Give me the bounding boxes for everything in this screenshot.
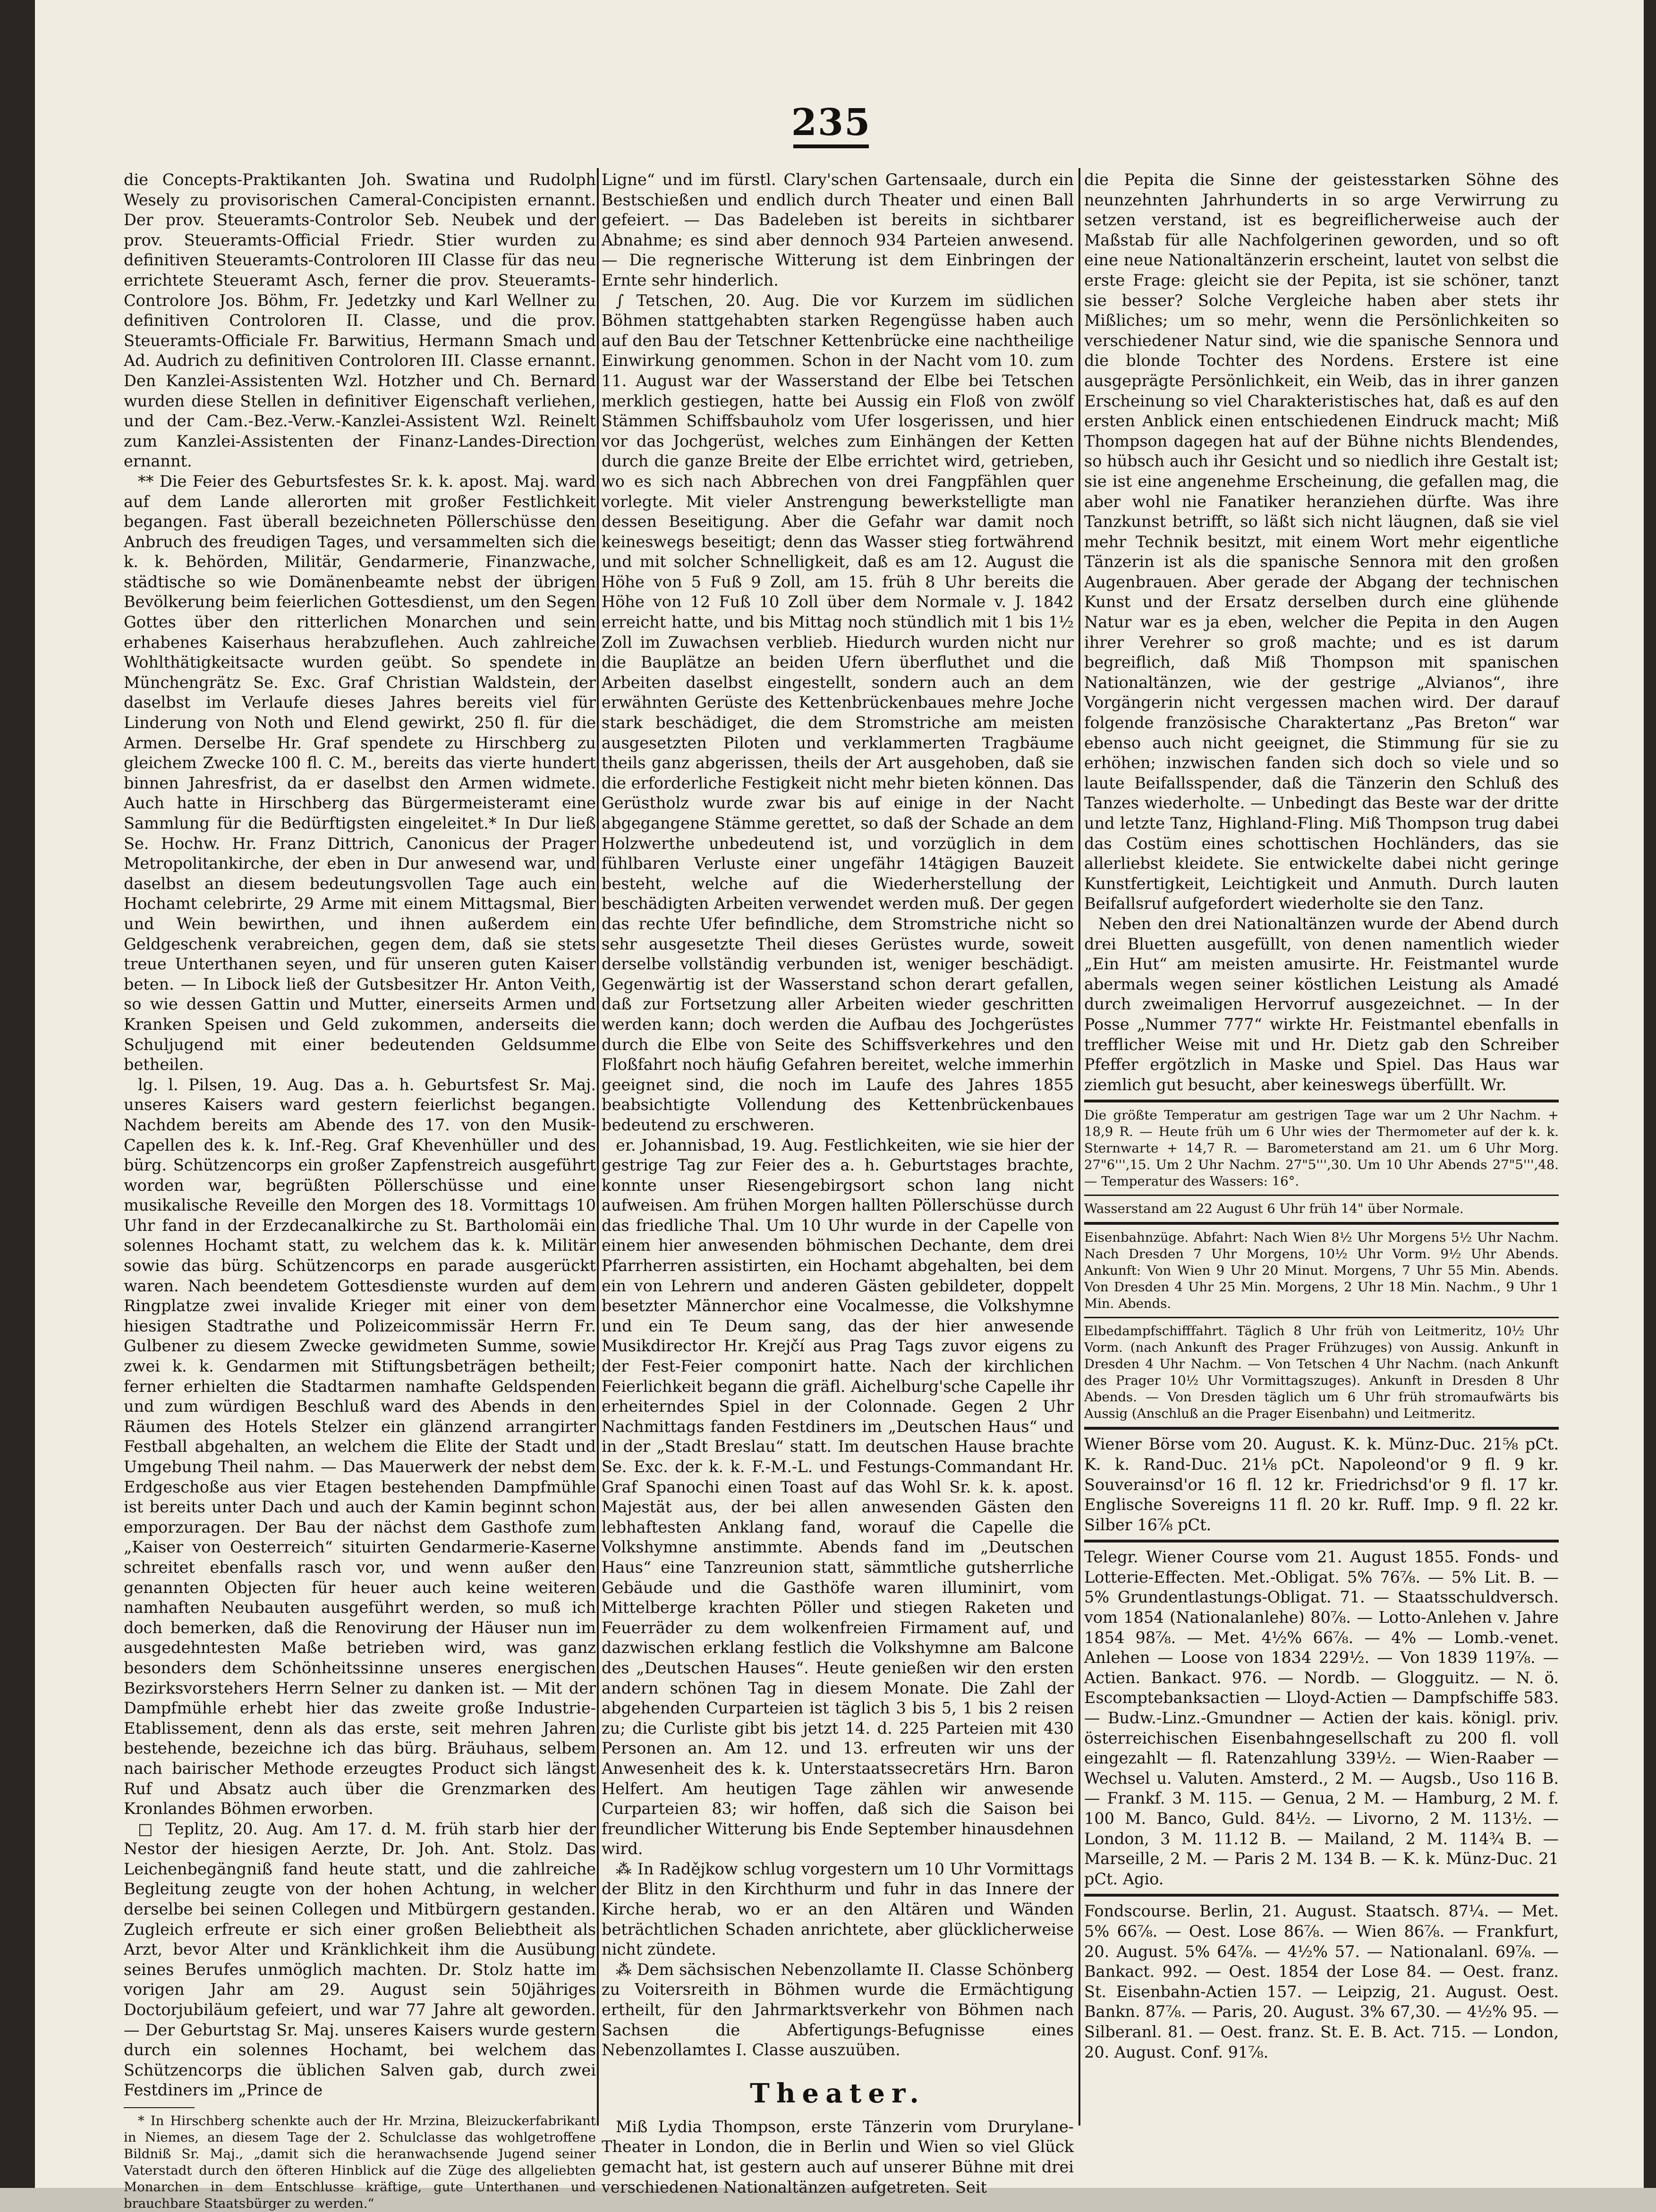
water-level: Wasserstand am 22 August 6 Uhr früh 14" über Normale. (1084, 1201, 1464, 1217)
article-paragraph: die Concepts-Praktikanten Joh. Swatina und Rudolph Wesely zu provisorischen Cameral-Concipisten ernannt. Der prov. Steueramts-Controlor Seb. Neubek und der prov. Steueramts-Official Friedr. Stier wurden zu definitiven Steueramts-Controloren III Classe für das neu errichtete Steueramt Asch, ferner die prov. Steueramts-Controlore Jos. Böhm, Fr. Jedetzky und Karl Wellner zu definitiven Controloren II. Classe, und die prov. Steueramts-Officiale Fr. Barwitius, Hermann Smach und Ad. Audrich zu definitiven Controloren III. Classe ernannt. Den Kanzlei-Assistenten Wzl. Hotzher und Ch. Bernard wurden diese Stellen in definitiver Eigenschaft verliehen, und der Cam.-Bez.-Verw.-Kanzlei-Assistent Wzl. Reinelt zum Kanzlei-Assistenten der Finanz-Landes-Direction ernannt. (124, 170, 596, 471)
section-rule (1084, 1100, 1559, 1102)
article-paragraph: ⁂ In Radějkow schlug vorgestern um 10 Uhr Vormittags der Blitz in den Kirchthurm und fuhr in das Innere der Kirche herab, wo er an den Altären und Wänden beträchtlichen Schaden anrichtete, aber glücklicherweise nicht zündete. (602, 1859, 1074, 1959)
column-divider (597, 168, 599, 2126)
article-paragraph: die Pepita die Sinne der geistesstarken Söhne des neunzehnten Jahrhunderts in so arge Verwirrung zu setzen verstand, ist es begreiflicherweise auch der Maßstab für alle Nachfolgerinen geworden, und so oft eine neue Nationaltänzerin erscheint, lautet von selbst die erste Frage: gleicht sie der Pepita, ist sie schöner, tanzt sie besser? Solche Vergleiche haben aber stets ihr Mißliches; um so mehr, wenn die Persönlichkeiten so verschiedener Natur sind, wie die spanische Sennora und die blonde Tochter des Nordens. Erstere ist eine ausgeprägte Persönlichkeit, ein Weib, das in ihrer ganzen Erscheinung so viel Charakteristisches hat, daß es auf den ersten Anblick einen entschiedenen Eindruck macht; Miß Thompson dagegen hat auf der Bühne nichts Blendendes, so hübsch auch ihr Gesicht und so niedlich ihre Gestalt ist; sie ist eine angenehme Erscheinung, die gefallen mag, die aber wohl nie Fanatiker heranziehen dürfte. Was ihre Tanzkunst betrifft, so läßt sich nicht läugnen, daß sie viel mehr Technik besitzt, mit einem Wort mehr eigentliche Tänzerin ist als die spanische Sennora mit den großen Augenbrauen. Aber gerade der Abgang der technischen Kunst und der Ersatz derselben durch eine glühende Natur war es ja eben, welcher die Pepita in den Augen ihrer Verehrer so groß machte; und es ist darum begreiflich, daß Miß Thompson mit spanischen Nationaltänzen, wie der gestrige „Alvianos“, ihre Vorgängerin nicht vergessen machen wird. Der darauf folgende französische Charaktertanz „Pas Breton“ war ebenso auch nicht geeignet, die Stimmung für sie zu erhöhen; inzwischen fanden sich doch so viele und so laute Beifallsspender, daß die Tänzerin den Schluß des Tanzes wiederholte. — Unbedingt das Beste war der dritte und letzte Tanz, Highland-Fling. Miß Thompson trug dabei das Costüm eines schottischen Hochländers, das sie allerliebst kleidete. Sie entwickelte dabei nicht geringe Kunstfertigkeit, Leichtigkeit und Anmuth. Durch lauten Beifallsruf aufgefordert wiederholte sie den Tanz. (1084, 170, 1559, 913)
binding-edge-left (0, 0, 35, 2188)
article-paragraph: lg. l. Pilsen, 19. Aug. Das a. h. Geburtsfest Sr. Maj. unseres Kaisers ward gestern feierlichst begangen. Nachdem bereits am Abende des 17. von den Musik-Capellen des k. k. Inf.-Reg. Graf Khevenhüller und des bürg. Schützencorps ein großer Zapfenstreich ausgeführt worden war, begrüßten Pöllerschüsse und eine musikalische Reveille den Morgen des 18. Vormittags 10 Uhr fand in der Erzdecanalkirche zu St. Bartholomäi ein solennes Hochamt statt, zu welchem das k. k. Militär sowie das bürg. Schützencorps en parade ausgerückt waren. Nach beendetem Gottesdienste wurden auf dem Ringplatze zwei invalide Krieger mit einer von dem hiesigen Stadtrathe und Polizeicommissär Herrn Fr. Gulbener zu diesem Zwecke gewidmeten Summe, sowie zwei k. k. Gendarmen mit Stiftungsbeträgen betheilt; ferner erhielten die Stadtarmen namhafte Geldspenden und zum würdigen Beschluß ward des Abends in den Räumen des Hotels Stelzer ein glänzend arrangirter Festball abgehalten, an welchem die Elite der Stadt und Umgebung Theil nahm. — Das Mauerwerk der nebst dem Erdgeschoße aus vier Etagen bestehenden Dampfmühle ist bereits unter Dach und auch der Kamin beginnt schon emporzuragen. Der Bau der nächst dem Gasthofe zum „Kaiser von Oesterreich“ situirten Gendarmerie-Kaserne schreitet ebenfalls rasch vor, und wenn außer den genannten Objecten für heuer auch keine weiteren namhaften Neubauten ausgeführt werden, so muß ich doch bemerken, daß die Renovirung der Häuser nun im ausgedehntesten Maße betrieben wird, was ganz besonders dem Schönheitssinne unseres energischen Bezirksvorstehers Herrn Selner zu danken ist. — Mit der Dampfmühle erhebt hier das zweite große Industrie-Etablissement, denn als das erste, seit mehren Jahren bestehende, bezeichne ich das bürg. Bräuhaus, selbem nach bairischer Methode erzeugtes Product sich längst Ruf und Absatz auch über die Grenzmarken des Kronlandes Böhmen erworben. (124, 1075, 596, 1818)
weather-report: Die größte Temperatur am gestrigen Tage war um 2 Uhr Nachm. + 18,9 R. — Heute früh um 6 Uhr wies der Thermometer auf der k. k. Sternwarte + 14,7 R. — Barometerstand am 21. um 6 Uhr Morg. 27"6''',15. Um 2 Uhr Nachm. 27"5''',30. Um 10 Uhr Abends 27"5''',48. — Temperatur des Wassers: 16°. (1084, 1108, 1559, 1189)
section-rule (1084, 1540, 1559, 1542)
page-number: 235 (791, 101, 871, 144)
column-1 (124, 170, 596, 2211)
article-paragraph: Ligne“ und im fürstl. Clary'schen Gartensaale, durch ein Bestschießen und endlich durch Theater und einen Ball gefeiert. — Das Badeleben ist bereits in sichtbarer Abnahme; es sind aber dennoch 934 Parteien anwesend. — Die regnerische Witterung ist dem Einbringen der Ernte sehr hinderlich. (602, 170, 1074, 289)
column-3 (1084, 170, 1559, 2123)
steamship-timetable: Elbedampfschifffahrt. Täglich 8 Uhr früh von Leitmeritz, 10½ Uhr Vorm. (nach Ankunft des Prager Frühzuges) von Aussig. Ankunft in Dresden 4 Uhr Nachm. — Von Tetschen 4 Uhr Nachm. (nach Ankunft des Prager 10½ Uhr Vormittagszuges). Ankunft in Dresden 8 Uhr Abends. — Von Dresden täglich um 6 Uhr früh stromaufwärts bis Aussig (Anschluß an die Prager Eisenbahn) und Leitmeritz. (1084, 1323, 1559, 1422)
article-paragraph: er. Johannisbad, 19. Aug. Festlichkeiten, wie sie hier der gestrige Tag zur Feier des a. h. Geburtstages brachte, konnte unser Riesengebirgsort schon lang nicht aufweisen. Am frühen Morgen hallten Pöllerschüsse durch das friedliche Thal. Um 10 Uhr wurde in der Capelle von einem hier anwesenden böhmischen Dechante, dem drei Pfarrherren assistirten, ein Hochamt abgehalten, bei dem ein von Lehrern und anderen Gästen gebildeter, doppelt besetzter Männerchor eine Vocalmesse, die Volkshymne und ein Te Deum sang, das der hier anwesende Musikdirector Hr. Krejčí aus Prag Tags zuvor eigens zu der Fest-Feier componirt hatte. Nach der kirchlichen Feierlichkeit begann die gräfl. Aichelburg'sche Capelle ihr erheiterndes Spiel in der Colonnade. Gegen 2 Uhr Nachmittags fanden Festdiners im „Deutschen Haus“ und in der „Stadt Breslau“ statt. Im deutschen Hause brachte Se. Exc. der k. k. F.-M.-L. und Festungs-Commandant Hr. Graf Spanochi einen Toast auf das Wohl Sr. k. k. apost. Majestät aus, der bei allen anwesenden Gästen den lebhaftesten Anklang fand, worauf die Capelle die Volkshymne anstimmte. Abends fand im „Deutschen Haus“ eine Tanzreunion statt, sämmtliche gutsherrliche Gebäude und die Gasthöfe waren illuminirt, vom Mittelberge krachten Pöller und stiegen Raketen und Feuerräder zu dem wolkenfreien Firmament auf, und dazwischen erklang festlich die Volkshymne am Balcone des „Deutschen Hauses“. Heute genießen wir den ersten andern schönen Tag in diesem Monate. Die Zahl der abgehenden Curparteien ist täglich 3 bis 5, 1 bis 2 reisen zu; die Curliste gibt bis jetzt 14. d. 225 Parteien mit 430 Personen an. Am 12. und 13. erfreuten wir uns der Anwesenheit des k. k. Unterstaatssecretärs Hrn. Baron Helfert. Am heutigen Tage zählen wir anwesende Curparteien 83; wir hoffen, daß sich die Saison bei freundlicher Witterung bis Ende September hinausdehnen wird. (602, 1136, 1074, 1858)
article-paragraph: ∫ Tetschen, 20. Aug. Die vor Kurzem im südlichen Böhmen stattgehabten starken Regengüsse haben auch auf den Bau der Tetschner Kettenbrücke eine nachtheilige Einwirkung genommen. Schon in der Nacht vom 10. zum 11. August war der Wasserstand der Elbe bei Tetschen merklich gestiegen, hatte bei Aussig ein Floß von zwölf Stämmen Schiffsbauholz vom Ufer losgerissen, und hier vor das Jochgerüst, welches zum Einhängen der Ketten durch die ganze Breite der Elbe errichtet wird, getrieben, wo es sich nach Abbrechen von drei Fangpfählen quer vorlegte. Mit vieler Anstrengung bewerkstelligte man dessen Beseitigung. Aber die Gefahr war damit noch keineswegs beseitigt; denn das Wasser stieg fortwährend und mit solcher Schnelligkeit, daß es am 12. August die Höhe von 5 Fuß 9 Zoll, am 15. früh 8 Uhr bereits die Höhe von 12 Fuß 10 Zoll über dem Normale v. J. 1842 erreicht hatte, und bis Mittag noch stündlich mit 1 bis 1½ Zoll im Zuwachsen verblieb. Hiedurch wurden nicht nur die Bauplätze an beiden Ufern überfluthet und die Arbeiten daselbst eingestellt, sondern auch an dem erwähnten Gerüste des Kettenbrückenbaues mehre Joche stark beschädiget, die dem Stromstriche am meisten ausgesetzten Piloten und verklammerten Tragbäume theils ganz abgerissen, theils der Art ausgehoben, daß sie die erforderliche Festigkeit nicht mehr bieten können. Das Gerüstholz wurde zwar bis auf einige in der Nacht abgegangene Stämme gerettet, so daß der Schade an dem Holzwerthe unbedeutend ist, und vorzüglich in dem fühlbaren Verluste einer ungefähr 14tägigen Bauzeit besteht, welche auf die Wiederherstellung der beschädigten Arbeiten verwendet werden muß. Der gegen das rechte Ufer befindliche, dem Stromstriche nicht so sehr ausgesetzte Theil dieses Gerüstes wurde, soweit derselbe vollständig verbunden ist, weniger beschädigt. Gegenwärtig ist der Wasserstand schon derart gefallen, daß zur Fortsetzung aller Arbeiten wieder geschritten werden kann; doch werden die Aufbau des Jochgerüstes durch die Elbe von Seite des Schiffsverkehres und den Floßfahrt noch häufig Gefahren bereitet, welche immerhin geeignet sind, die noch im Laufe des Jahres 1855 beabsichtigte Vollendung des Kettenbrückenbaues bedeutend zu erschweren. (602, 291, 1074, 1134)
article-paragraph: ** Die Feier des Geburtsfestes Sr. k. k. apost. Maj. ward auf dem Lande allerorten mit großer Festlichkeit begangen. Fast überall bezeichneten Pöllerschüsse den Anbruch des freudigen Tages, und versammelten sich die k. k. Behörden, Militär, Gendarmerie, Finanzwache, städtische so wie Domänenbeamte nebst der übrigen Bevölkerung beim feierlichen Gottesdienst, um den Segen Gottes über den ritterlichen Monarchen und sein erhabenes Kaiserhaus herabzuflehen. Auch zahlreiche Wohlthätigkeitsacte wurden geübt. So spendete in Münchengrätz Se. Exc. Graf Christian Waldstein, der daselbst im Verlaufe dieses Jahres bereits viel für Linderung von Noth und Elend gewirkt, 250 fl. für die Armen. Derselbe Hr. Graf spendete zu Hirschberg zu gleichem Zwecke 100 fl. C. M., bereits das vierte hundert binnen Jahresfrist, da er daselbst den Armen widmete. Auch hatte in Hirschberg das Bürgermeisteramt eine Sammlung für die Bedürftigsten eingeleitet.* In Dur ließ Se. Hochw. Hr. Franz Dittrich, Canonicus der Prager Metropolitankirche, der eben in Dur anwesend war, und daselbst an diesem bedeutungsvollen Tage auch ein Hochamt celebrirte, 29 Arme mit einem Mittagsmal, Bier und Wein bewirthen, und ihnen außerdem ein Geldgeschenk verabreichen, gegen dem, daß sie stets treue Unterthanen seyen, und für unseren guten Kaiser beten. — In Libock ließ der Gutsbesitzer Hr. Anton Veith, so wie dessen Gattin und Mutter, einerseits Armen und Kranken Speisen und Geld zukommen, anderseits die Schuljugend mit einer bedeutenden Geldsumme betheilen. (124, 472, 596, 1074)
column-divider (1079, 168, 1080, 2126)
section-heading: Theater. (750, 2077, 926, 2109)
article-paragraph: Neben den drei Nationaltänzen wurde der Abend durch drei Bluetten ausgefüllt, von denen namentlich wieder „Ein Hut“ am meisten amusirte. Hr. Feistmantel wurde abermals wegen seiner köstlichen Leistung als Amadé durch zweimaligen Hervorruf ausgezeichnet. — In der Posse „Nummer 777“ wirkte Hr. Feistmantel ebenfalls in trefflicher Weise mit und Hr. Dietz gab den Schreiber Pfeffer ergötzlich in Maske und Spiel. Das Haus war ziemlich gut besucht, aber keineswegs überfüllt. Wr. (1084, 914, 1559, 1094)
article-paragraph: Miß Lydia Thompson, erste Tänzerin vom Drurylane-Theater in London, die in Berlin und Wien so viel Glück gemacht hat, ist gestern auch auf unserer Bühne mit drei verschiedenen Nationaltänzen aufgetreten. Seit (602, 2117, 1074, 2196)
railway-timetable: Eisenbahnzüge. Abfahrt: Nach Wien 8½ Uhr Morgens 5½ Uhr Nachm. Nach Dresden 7 Uhr Morgens, 10½ Uhr Vorm. 9½ Uhr Abends. Ankunft: Von Wien 9 Uhr 20 Minut. Morgens, 7 Uhr 55 Min. Abends. Von Dresden 4 Uhr 25 Min. Morgens, 2 Uhr 18 Min. Nachm., 9 Uhr 1 Min. Abends. (1084, 1230, 1559, 1312)
article-paragraph: ⁂ Dem sächsischen Nebenzollamte II. Classe Schönberg zu Voitersreith in Böhmen wurde die Ermächtigung ertheilt, für den Jahrmarktsverkehr von Böhmen nach Sachsen die Abfertigungs-Befugnisse eines Nebenzollamtes I. Classe auszuüben. (602, 1960, 1074, 2059)
article-paragraph: □ Teplitz, 20. Aug. Am 17. d. M. früh starb hier der Nestor der hiesigen Aerzte, Dr. Joh. Ant. Stolz. Das Leichenbegängniß fand heute statt, und die zahlreiche Begleitung zeugte von der hohen Achtung, in welcher derselbe bei seinen Collegen und Mitbürgern gestanden. Zugleich erfreute er sich einer großen Beliebtheit als Arzt, bevor Alter und Kränklichkeit ihm die Ausübung seines Berufes unmöglich machten. Dr. Stolz hatte im vorigen Jahr am 29. August sein 50jähriges Doctorjubiläum gefeiert, und war 77 Jahre alt geworden. — Der Geburtstag Sr. Maj. unseres Kaisers wurde gestern durch ein solennes Hochamt, bei welchem das Schützencorps die üblichen Salven gab, durch zwei Festdiners im „Prince de (124, 1819, 596, 2100)
telegraphic-quotes: Telegr. Wiener Course vom 21. August 1855. Fonds- und Lotterie-Effecten. Met.-Obligat. 5% 76⅞. — 5% Lit. B. — 5% Grundentlastungs-Obligat. 71. — Staatsschuldversch. vom 1854 (Nationalanlehe) 80⅞. — Lotto-Anlehen v. Jahre 1854 98⅞. — Met. 4½% 66⅞. — 4% — Lomb.-venet. Anlehen — Loose von 1834 229½. — Von 1839 119⅞. — Actien. Bankact. 976. — Nordb. — Glogguitz. — N. ö. Escomptebanksactien — Lloyd-Actien — Dampfschiffe 583. — Budw.-Linz.-Gmundner — Actien der kais. königl. priv. österreichischen Eisenbahngesellschaft zu 200 fl. voll eingezahlt — fl. Ratenzahlung 339½. — Wien-Raaber — Wechsel u. Valuten. Amsterd., 2 M. — Augsb., Uso 116 B. — Frankf. 3 M. 115. — Genua, 2 M. — Hamburg, 2 M. f. 100 M. Banco, Guld. 84½. — Livorno, 2 M. 113½. — London, 3 M. 11.12 B. — Mailand, 2 M. 114¾ B. — Marseille, 2 M. — Paris 2 M. 134 B. — K. k. Münz-Duc. 21 pCt. Agio. (1084, 1548, 1559, 1888)
section-rule (1084, 1427, 1559, 1430)
section-rule (1084, 1317, 1559, 1318)
footnote-separator (124, 2107, 195, 2108)
column-2 (602, 170, 1074, 2196)
section-rule (1084, 1222, 1559, 1225)
binding-edge-right (1644, 0, 1656, 2188)
section-rule (1084, 1894, 1559, 1897)
page-number-underline (793, 144, 869, 148)
fund-quotes: Fondscourse. Berlin, 21. August. Staatsch. 87¼. — Met. 5% 66⅞. — Oest. Lose 86⅞. — Wien 86⅞. — Frankfurt, 20. August. 5% 64⅞. — 4½% 57. — Nationalanl. 69⅞. — Bankact. 992. — Oest. 1854 der Lose 84. — Oest. franz. St. Eisenbahn-Actien 157. — Leipzig, 21. August. Oest. Bankn. 87⅞. — Paris, 20. August. 3% 67,30. — 4½% 95. — Silberanl. 81. — Oest. franz. St. E. B. Act. 715. — London, 20. August. Conf. 91⅞. (1084, 1902, 1559, 2061)
footnote: * In Hirschberg schenkte auch der Hr. Mrzina, Bleizuckerfabrikant in Niemes, an diesem Tage der 2. Schulclasse das wohlgetroffene Bildniß Sr. Maj., „damit sich die heranwachsende Jugend seiner Vaterstadt durch den öfteren Hinblick auf die Züge des allgeliebten Monarchen in dem Entschlusse kräftige, gute Unterthanen und brauchbare Staatsbürger zu werden.“ (124, 2113, 596, 2211)
vienna-exchange: Wiener Börse vom 20. August. K. k. Münz-Duc. 21⅝ pCt. K. k. Rand-Duc. 21⅛ pCt. Napoleond'or 9 fl. 9 kr. Souverainsd'or 16 fl. 12 kr. Friedrichsd'or 9 fl. 17 kr. Englische Sovereigns 11 fl. 20 kr. Ruff. Imp. 9 fl. 22 kr. Silber 16⅞ pCt. (1084, 1435, 1559, 1534)
section-rule (1084, 1195, 1559, 1196)
